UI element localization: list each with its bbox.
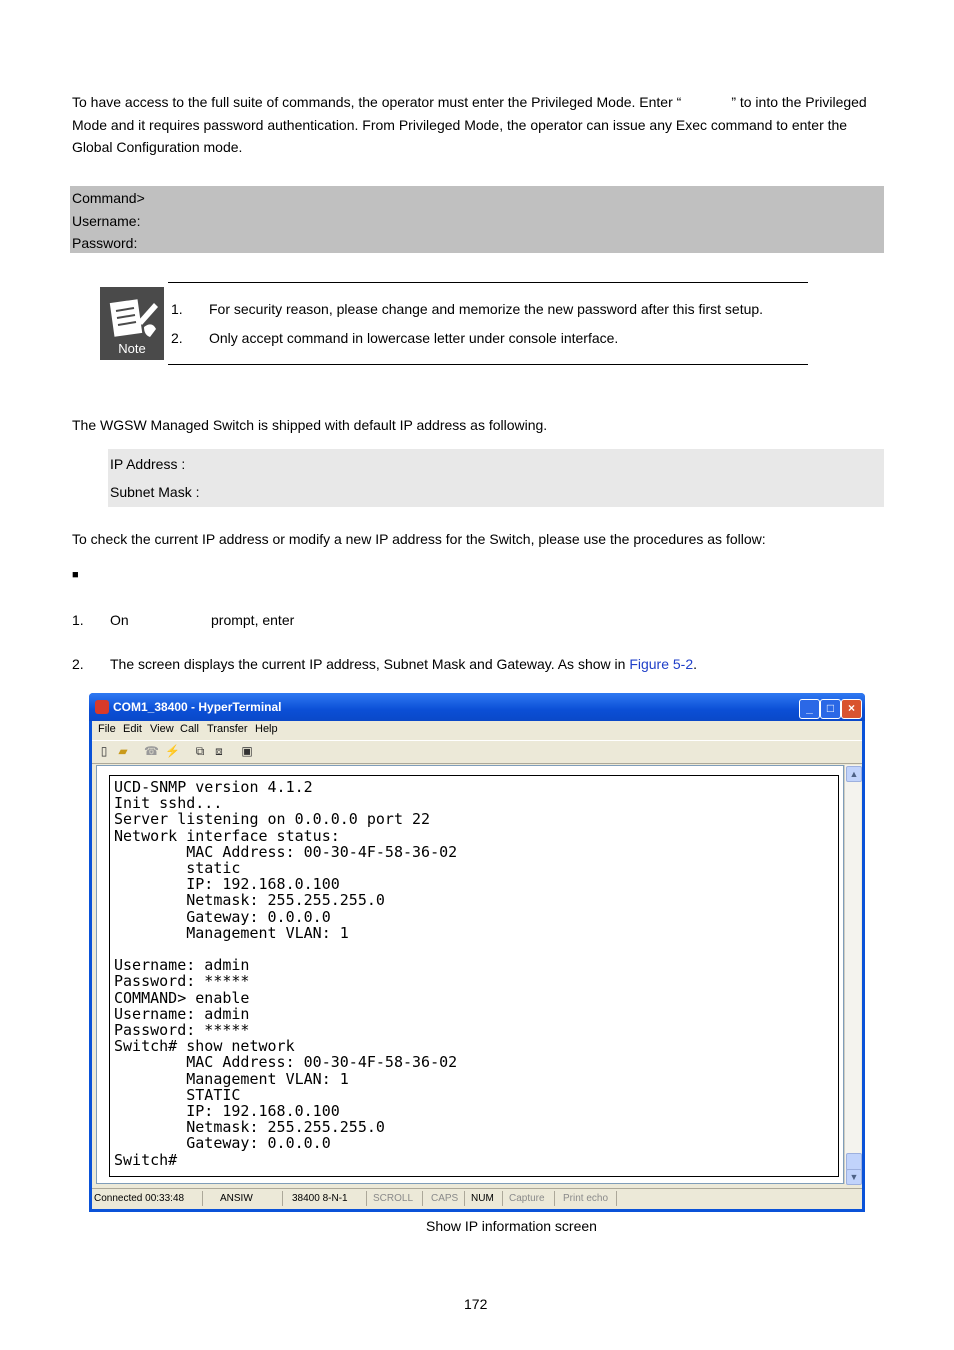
step-1-prompt: prompt, enter bbox=[211, 612, 295, 628]
properties-icon[interactable]: ▣ bbox=[241, 744, 253, 758]
minimize-button[interactable]: _ bbox=[799, 699, 820, 719]
intro-line2: Mode and it requires password authentication. From Privileged Mode, the operator can issue any Exec command to enter the bbox=[72, 116, 848, 133]
subnet-mask-label: Subnet Mask : bbox=[110, 484, 200, 500]
page-number: 172 bbox=[464, 1296, 488, 1312]
terminal-output: UCD-SNMP version 4.1.2 Init sshd... Server listening on 0.0.0.0 port 22 Network interface status: MAC Address: 00-30-4F-58-36-02 static IP: 192.168.0.100 Netmask: 255.255.255.0 Gateway: 0.0.0.0 Management VLAN: 1 Username: admin Password: ***** COMMAND> enable Username: admin Password: ***** Switch# show network MAC Address: 00-30-4F-58-36-02 Management VLAN: 1 STATIC IP: 192.168.0.100 Netmask: 255.255.255.0 Gateway: 0.0.0.0 Switch# bbox=[114, 778, 458, 1169]
status-port: 38400 8-N-1 bbox=[292, 1193, 348, 1204]
check-ip-text: To check the current IP address or modify a new IP address for the Switch, please use the procedures as follow: bbox=[72, 531, 766, 547]
disconnect-icon[interactable]: ⚡ bbox=[165, 744, 180, 758]
open-icon[interactable]: ▰ bbox=[118, 744, 128, 758]
menu-transfer[interactable]: Transfer bbox=[207, 723, 248, 735]
scroll-up-icon[interactable]: ▲ bbox=[846, 766, 862, 782]
window-titlebar[interactable] bbox=[89, 693, 865, 721]
note-item-1-text: For security reason, please change and memorize the new password after this first setup. bbox=[209, 301, 764, 317]
intro-paragraph bbox=[72, 91, 886, 159]
note-label: Note bbox=[118, 341, 146, 356]
scroll-down-icon[interactable]: ▼ bbox=[846, 1169, 862, 1185]
bullet-marker: ■ bbox=[72, 569, 79, 581]
status-caps: CAPS bbox=[431, 1193, 459, 1204]
window-title: COM1_38400 - HyperTerminal bbox=[113, 700, 282, 714]
menu-file[interactable]: File bbox=[98, 723, 116, 735]
menu-help[interactable]: Help bbox=[255, 723, 278, 735]
window-client bbox=[92, 721, 862, 1209]
status-num: NUM bbox=[471, 1193, 494, 1204]
note-item-2-num: 2. bbox=[171, 330, 183, 346]
login-line-username: Username: bbox=[72, 213, 141, 229]
ip-address-label: IP Address : bbox=[110, 456, 186, 472]
status-scroll: SCROLL bbox=[373, 1193, 414, 1204]
login-prompt-box bbox=[70, 186, 884, 253]
note-top-rule bbox=[168, 282, 808, 283]
intro-line1a: To have access to the full suite of commands, the operator must enter the Privileged Mode. Enter “ bbox=[72, 94, 682, 110]
receive-icon[interactable]: ⧈ bbox=[215, 744, 223, 758]
note-icon bbox=[100, 287, 164, 360]
menu-view[interactable]: View bbox=[150, 723, 174, 735]
step-2-end: . bbox=[693, 656, 698, 672]
status-capture: Capture bbox=[509, 1193, 545, 1204]
step-1-on: On bbox=[110, 612, 129, 628]
step-2-body: The screen displays the current IP address, Subnet Mask and Gateway. As show in bbox=[110, 656, 630, 672]
app-icon bbox=[95, 700, 109, 714]
step-1-num: 1. bbox=[72, 612, 84, 628]
note-bottom-rule bbox=[168, 364, 808, 365]
call-icon[interactable]: ☎ bbox=[144, 744, 159, 758]
toolbar bbox=[92, 740, 862, 764]
intro-line3: Global Configuration mode. bbox=[72, 139, 243, 155]
menu-edit[interactable]: Edit bbox=[123, 723, 142, 735]
status-print-echo: Print echo bbox=[563, 1193, 609, 1204]
terminal-screen[interactable] bbox=[109, 775, 839, 1177]
vertical-scrollbar[interactable] bbox=[844, 765, 861, 1184]
terminal-area[interactable] bbox=[96, 765, 844, 1184]
close-button[interactable]: × bbox=[841, 699, 862, 719]
hyperterminal-window bbox=[89, 693, 865, 1212]
note-item-2-text: Only accept command in lowercase letter under console interface. bbox=[209, 330, 619, 346]
step-2-text bbox=[110, 656, 697, 672]
figure-caption: Show IP information screen bbox=[426, 1218, 597, 1234]
menu-call[interactable]: Call bbox=[180, 723, 199, 735]
menu-bar bbox=[92, 721, 862, 739]
ip-address-box bbox=[108, 449, 884, 507]
new-icon[interactable]: ▯ bbox=[100, 744, 108, 758]
status-connected: Connected 00:33:48 bbox=[94, 1193, 185, 1204]
send-icon[interactable]: ⧉ bbox=[195, 744, 205, 758]
default-ip-text: The WGSW Managed Switch is shipped with default IP address as following. bbox=[72, 417, 548, 433]
note-item-1-num: 1. bbox=[171, 301, 183, 317]
figure-link[interactable]: Figure 5-2 bbox=[629, 656, 694, 672]
login-line-password: Password: bbox=[72, 235, 138, 251]
status-bar bbox=[92, 1188, 862, 1208]
maximize-button[interactable]: □ bbox=[820, 699, 841, 719]
intro-line1b: ” to into the Privileged bbox=[731, 94, 867, 110]
status-emulation: ANSIW bbox=[220, 1193, 253, 1204]
step-2-num: 2. bbox=[72, 656, 84, 672]
login-line-command: Command> bbox=[72, 190, 145, 206]
